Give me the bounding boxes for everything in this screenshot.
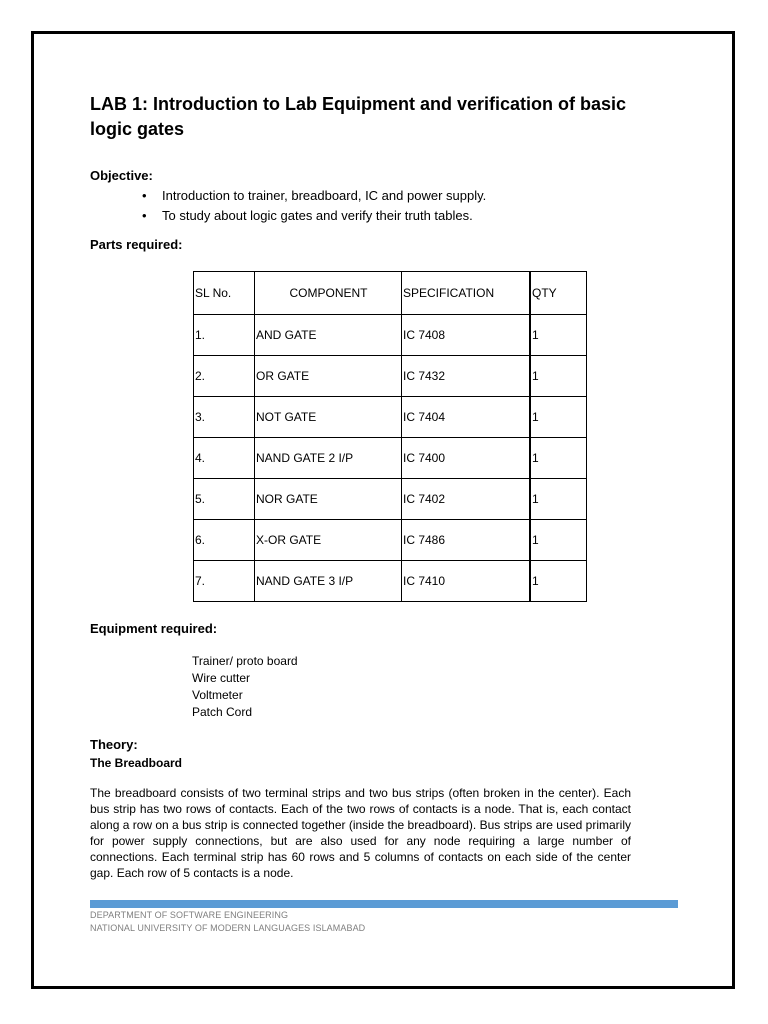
footer-divider xyxy=(90,900,678,908)
table-row xyxy=(194,479,587,520)
footer-university: NATIONAL UNIVERSITY OF MODERN LANGUAGES ISLAMABAD xyxy=(90,923,366,933)
theory-heading: Theory: xyxy=(90,737,138,752)
objective-item: To study about logic gates and verify their truth tables. xyxy=(162,208,473,223)
table-cell: 1 xyxy=(530,356,587,397)
header-cell: SL No. xyxy=(194,272,255,315)
table-cell: IC 7404 xyxy=(402,397,531,438)
parts-table xyxy=(193,271,587,602)
table-cell: IC 7486 xyxy=(402,520,531,561)
table-cell: X-OR GATE xyxy=(255,520,402,561)
table-cell: IC 7400 xyxy=(402,438,531,479)
list-item: Voltmeter xyxy=(192,688,243,702)
header-cell: COMPONENT xyxy=(255,272,402,315)
table-row xyxy=(194,356,587,397)
table-cell: NOR GATE xyxy=(255,479,402,520)
bullet-icon: • xyxy=(142,208,147,223)
list-item xyxy=(140,186,486,206)
breadboard-subheading: The Breadboard xyxy=(90,756,183,770)
objective-list xyxy=(140,186,486,226)
list-item: Trainer/ proto board xyxy=(192,654,298,668)
table-cell: IC 7432 xyxy=(402,356,531,397)
table-cell: AND GATE xyxy=(255,315,402,356)
list-item: Wire cutter xyxy=(192,671,251,685)
table-cell: 5. xyxy=(194,479,255,520)
table-cell: 4. xyxy=(194,438,255,479)
table-cell: IC 7402 xyxy=(402,479,531,520)
table-cell: OR GATE xyxy=(255,356,402,397)
table-cell: 7. xyxy=(194,561,255,602)
objective-heading: Objective: xyxy=(90,168,153,183)
table-cell: NOT GATE xyxy=(255,397,402,438)
table-cell: 1. xyxy=(194,315,255,356)
table-cell: 1 xyxy=(530,315,587,356)
table-cell: 1 xyxy=(530,479,587,520)
equipment-list xyxy=(192,653,298,721)
bullet-icon: • xyxy=(142,188,147,203)
table-row xyxy=(194,397,587,438)
table-cell: 1 xyxy=(530,438,587,479)
table-cell: 3. xyxy=(194,397,255,438)
table-row xyxy=(194,438,587,479)
table-cell: IC 7408 xyxy=(402,315,531,356)
list-item xyxy=(140,206,486,226)
table-cell: 1 xyxy=(530,520,587,561)
footer-department: DEPARTMENT OF SOFTWARE ENGINEERING xyxy=(90,910,289,920)
table-cell: 6. xyxy=(194,520,255,561)
objective-item: Introduction to trainer, breadboard, IC and power supply. xyxy=(162,188,487,203)
list-item: Patch Cord xyxy=(192,705,253,719)
parts-heading: Parts required: xyxy=(90,237,183,252)
table-row xyxy=(194,520,587,561)
table-cell: NAND GATE 2 I/P xyxy=(255,438,402,479)
table-header-row xyxy=(194,272,587,315)
table-cell: 2. xyxy=(194,356,255,397)
table-cell: IC 7410 xyxy=(402,561,531,602)
table-row xyxy=(194,315,587,356)
table-row xyxy=(194,561,587,602)
header-cell: SPECIFICATION xyxy=(402,272,531,315)
breadboard-paragraph: The breadboard consists of two terminal strips and two bus strips (often broken in the center). Each bus strip has two rows of contacts. Each of the two rows of contacts is a node. That is, each contact along a row on a bus strip is connected together (inside the breadboard). Bus strips are used primarily for power supply connections, but are also used for any node requiring a large number of connections. Each terminal strip has 60 rows and 5 columns of contacts on each side of the center gap. Each row of 5 contacts is a node. xyxy=(90,786,631,880)
page-title: LAB 1: Introduction to Lab Equipment and verification of basic logic gates xyxy=(90,94,627,139)
table-cell: 1 xyxy=(530,397,587,438)
table-cell: 1 xyxy=(530,561,587,602)
equipment-heading: Equipment required: xyxy=(90,621,218,636)
header-cell: QTY xyxy=(530,272,587,315)
table-cell: NAND GATE 3 I/P xyxy=(255,561,402,602)
